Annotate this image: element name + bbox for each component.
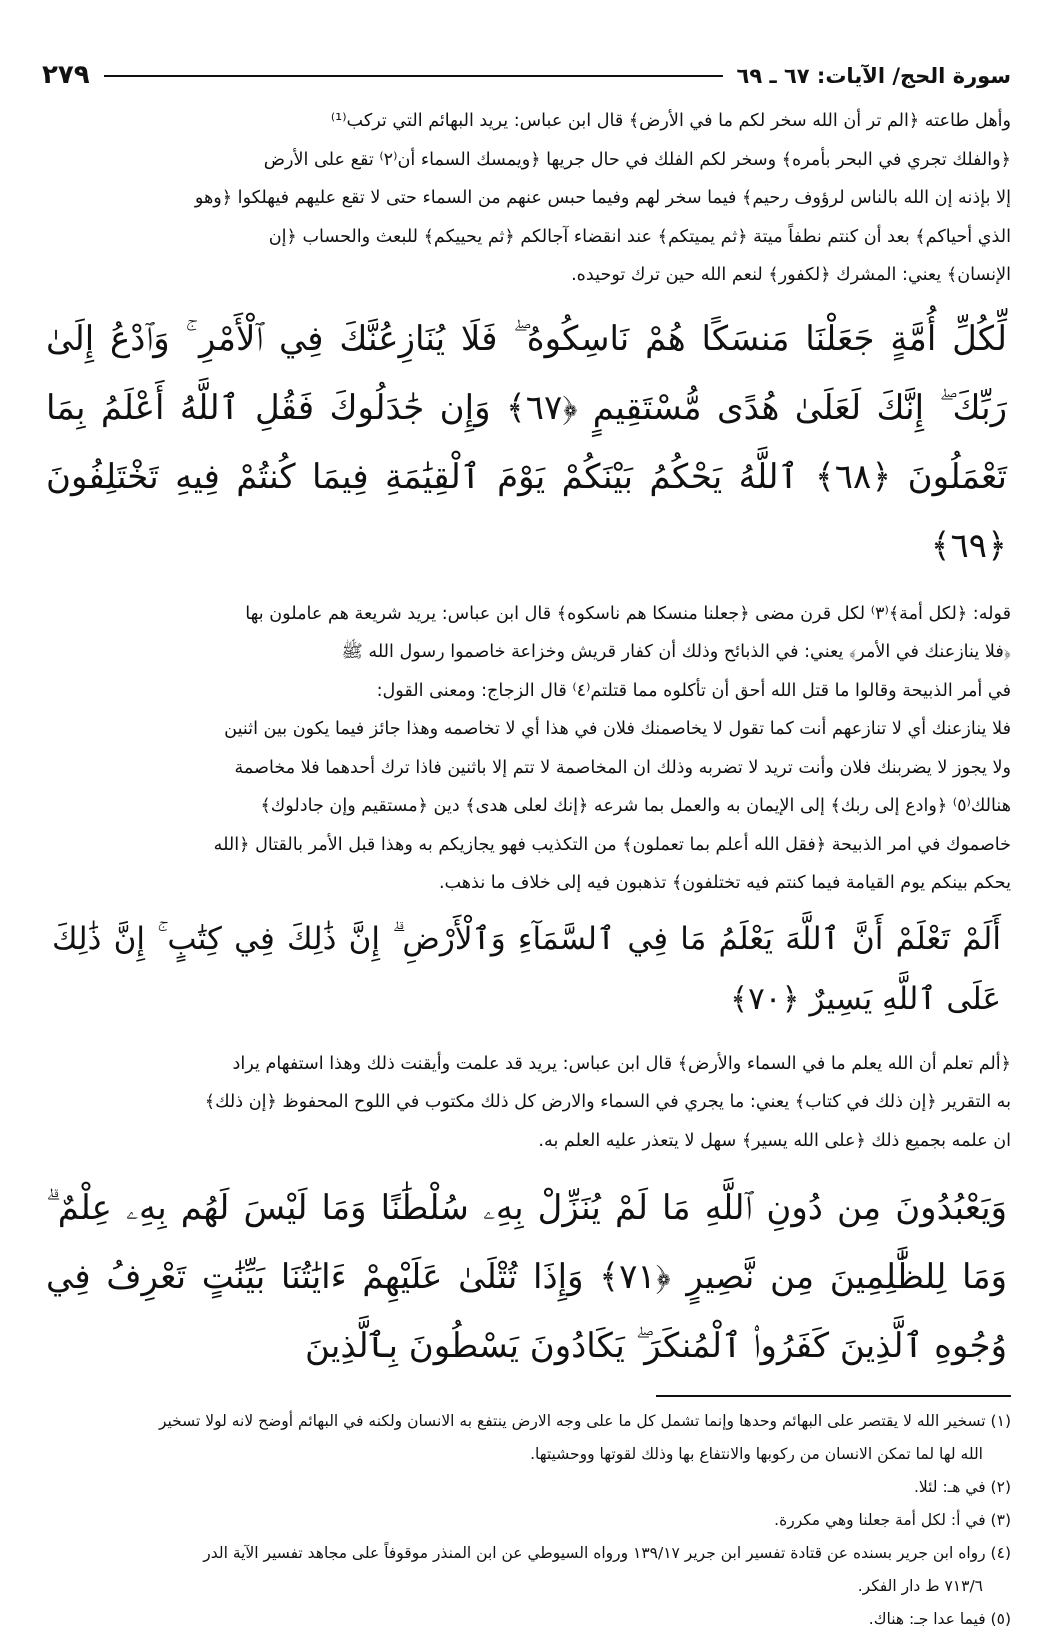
quran-verse-70: أَلَمْ تَعْلَمْ أَنَّ ٱللَّهَ يَعْلَمُ مَا فِي ٱلسَّمَآءِ وَٱلْأَرْضِ ۗ إِنَّ ذَٰلِكَ فِي كِتَٰبٍ ۚ إِنَّ ذَٰلِكَ عَلَى ٱللَّهِ يَسِيرٌ ﴿٧٠﴾ xyxy=(52,920,1001,1017)
footnote-4: (٤) رواه ابن جرير بسنده عن قتادة تفسير ابن جرير ١٣٩/١٧ ورواه السيوطي عن ابن المنذر موقوفاً على مجاهد تفسير الآية الدر xyxy=(203,1544,1011,1562)
surah-reference: سورة الحج/ الآيات: ٦٧ ـ ٦٩ xyxy=(736,64,1011,88)
commentary-line: ﴿ألم تعلم أن الله يعلم ما في السماء والأرض﴾ قال ابن عباس: يريد قد علمت وأيقنت ذلك وهذا استفهام يراد xyxy=(232,1053,1011,1074)
commentary-line: في أمر الذبيحة وقالوا ما قتل الله أحق أن تأكلوه مما قتلتم⁽٤⁾ قال الزجاج: ومعنى القول: xyxy=(376,680,1011,701)
quran-verses-71-72: وَيَعْبُدُونَ مِن دُونِ ٱللَّهِ مَا لَمْ يُنَزِّلْ بِهِۦ سُلْطَٰنًا وَمَا لَيْسَ لَهُم بِهِۦ عِلْمٌ ۗ وَمَا لِلظَّٰلِمِينَ مِن نَّصِيرٍ ﴿٧١﴾ وَإِذَا تُتْلَىٰ عَلَيْهِمْ ءَايَٰتُنَا بَيِّنَٰتٍ تَعْرِفُ فِي وُجُوهِ ٱلَّذِينَ كَفَرُوا۟ ٱلْمُنكَرَ ۖ يَكَادُونَ يَسْطُونَ بِٱلَّذِينَ xyxy=(46,1188,1007,1366)
quran-verses-67-69: لِّكُلِّ أُمَّةٍ جَعَلْنَا مَنسَكًا هُمْ نَاسِكُوهُ ۖ فَلَا يُنَازِعُنَّكَ فِي ٱلْأَمْرِ ۚ وَٱدْعُ إِلَىٰ رَبِّكَ ۖ إِنَّكَ لَعَلَىٰ هُدًى مُّسْتَقِيمٍ ﴿٦٧﴾ وَإِن جَٰدَلُوكَ فَقُلِ ٱللَّهُ أَعْلَمُ بِمَا تَعْمَلُونَ ﴿٦٨﴾ ٱللَّهُ يَحْكُمُ بَيْنَكُمْ يَوْمَ ٱلْقِيَٰمَةِ فِيمَا كُنتُمْ فِيهِ تَخْتَلِفُونَ ﴿٦٩﴾ xyxy=(46,318,1007,566)
commentary-line: ولا يجوز لا يضربنك فلان وأنت تريد لا تضربه وذلك ان المخاصمة لا تتم إلا باثنين فاذا ترك أحدهما فلا مخاصمة xyxy=(234,757,1011,778)
commentary-line: ﴿فلا ينازعنك في الأمر﴾ يعني: في الذبائح وذلك أن كفار قريش وخزاعة خاصموا رسول الله ﷺ xyxy=(341,642,1011,662)
footnote-3: (٣) في أ: لكل أمة جعلنا وهي مكررة. xyxy=(774,1511,1011,1529)
commentary-line: به التقرير ﴿إن ذلك في كتاب﴾ يعني: ما يجري في السماء والارض كل ذلك مكتوب في اللوح المحفوظ ﴿إن ذلك﴾ xyxy=(204,1092,1011,1112)
commentary-line: قوله: ﴿لكل أمة﴾⁽٣⁾ لكل قرن مضى ﴿جعلنا منسكا هم ناسكوه﴾ قال ابن عباس: يريد شريعة هم عاملون بها xyxy=(245,603,1011,624)
footnote-5: (٥) فيما عدا جـ: هناك. xyxy=(868,1610,1011,1628)
footnote-1: (١) تسخير الله لا يقتصر على البهائم وحدها وإنما تشمل كل ما على وجه الارض ينتفع به الانسان ولكنه في البهائم أوضح لانه لولا تسخير xyxy=(158,1412,1011,1430)
commentary-block-1 xyxy=(42,102,1011,295)
footnote-divider xyxy=(656,1395,1011,1397)
header-rule xyxy=(104,75,723,77)
footnotes xyxy=(42,1405,1011,1636)
page-number: ٢٧٩ xyxy=(42,60,90,90)
footnote-1-continued: الله لها لما تمكن الانسان من ركوبها والانتفاع بها وذلك لقوتها ووحشيتها. xyxy=(530,1445,983,1463)
footnote-4-continued: ٧١٣/٦ ط دار الفكر. xyxy=(857,1577,983,1595)
commentary-line: وأهل طاعته ﴿الم تر أن الله سخر لكم ما في الأرض﴾ قال ابن عباس: يريد البهائم التي تركب⁽¹⁾ xyxy=(330,111,1011,131)
page-header xyxy=(42,60,1011,90)
commentary-line: يحكم بينكم يوم القيامة فيما كنتم فيه تختلفون﴾ تذهبون فيه إلى خلاف ما نذهب. xyxy=(438,873,1011,893)
commentary-line: فلا ينازعنك أي لا تنازعهم أنت كما تقول لا يخاصمنك فلان في هذا أي لا تخاصمه وهذا جائز فيما يكون بين اثنين xyxy=(224,719,1011,739)
commentary-line: الإنسان﴾ يعني: المشرك ﴿لكفور﴾ لنعم الله حين ترك توحيده. xyxy=(571,265,1011,285)
commentary-line: خاصموك في امر الذبيحة ﴿فقل الله أعلم بما تعملون﴾ من التكذيب فهو يجازيكم به وهذا قبل الأمر بالقتال ﴿الله xyxy=(213,834,1011,855)
footnote-2: (٢) في هـ: لئلا. xyxy=(913,1478,1011,1496)
commentary-line: ﴿والفلك تجري في البحر بأمره﴾ وسخر لكم الفلك في حال جريها ﴿ويمسك السماء أن⁽٢⁾ تقع على الأرض xyxy=(263,149,1011,170)
commentary-block-2 xyxy=(42,595,1011,903)
commentary-line: ان علمه بجميع ذلك ﴿على الله يسير﴾ سهل لا يتعذر عليه العلم به. xyxy=(538,1130,1011,1151)
commentary-line: الذي أحياكم﴾ بعد أن كنتم نطفاً ميتة ﴿ثم يميتكم﴾ عند انقضاء آجالكم ﴿ثم يحييكم﴾ للبعث والحساب ﴿إن xyxy=(268,226,1011,247)
commentary-line: هنالك⁽٥⁾ ﴿وادع إلى ربك﴾ إلى الإيمان به والعمل بما شرعه ﴿إنك لعلى هدى﴾ دين ﴿مستقيم وإن جادلوك﴾ xyxy=(260,796,1011,816)
commentary-block-3 xyxy=(42,1045,1011,1161)
commentary-line: إلا بإذنه إن الله بالناس لرؤوف رحيم﴾ فيما سخر لهم وفيما حبس عنهم من السماء حتى لا تقع عليهم فيهلكوا ﴿وهو xyxy=(194,188,1011,208)
